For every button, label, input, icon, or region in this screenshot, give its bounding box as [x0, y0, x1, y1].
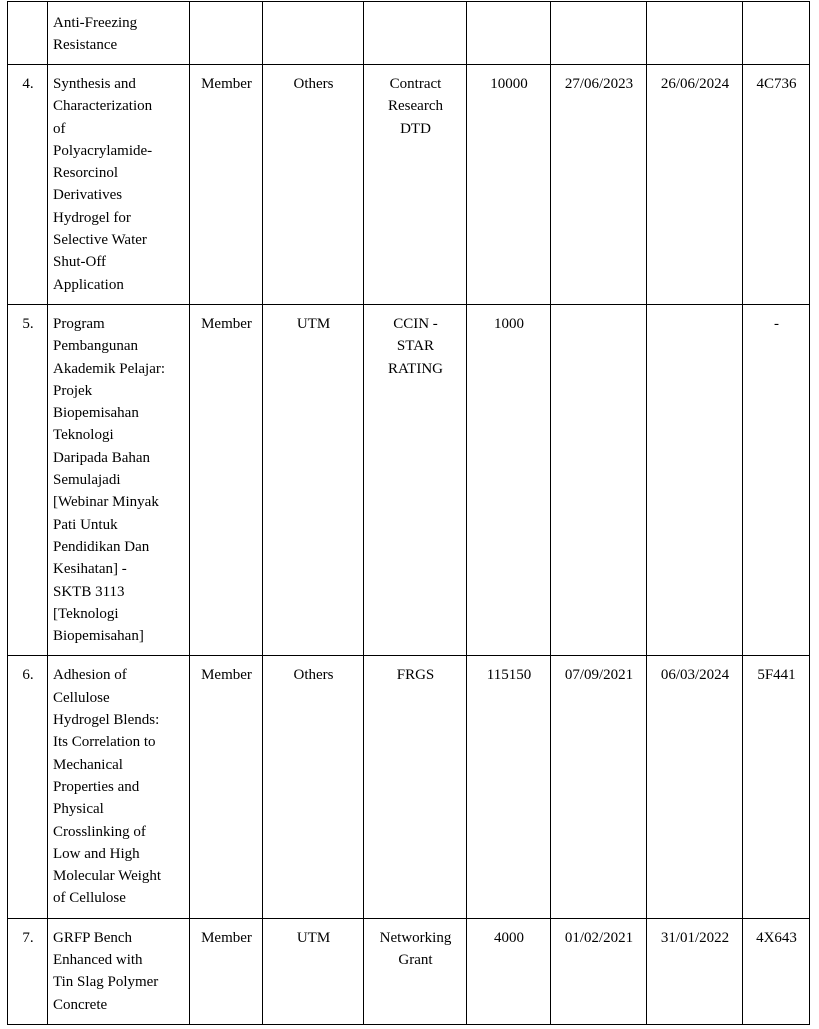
row-number-cell — [8, 2, 48, 65]
end-date-cell — [647, 2, 743, 65]
sponsor-cell: UTM — [263, 918, 364, 1024]
project-code-cell: 5F441 — [743, 656, 810, 918]
start-date-cell — [551, 304, 647, 655]
sponsor-cell: UTM — [263, 304, 364, 655]
grant-type-cell: FRGS — [364, 656, 467, 918]
project-title-cell: GRFP Bench Enhanced with Tin Slag Polymer Concrete — [48, 918, 190, 1024]
project-code-cell — [743, 2, 810, 65]
role-cell: Member — [190, 656, 263, 918]
row-number-cell: 7. — [8, 918, 48, 1024]
amount-cell — [467, 2, 551, 65]
amount-cell: 4000 — [467, 918, 551, 1024]
project-title-cell: Program Pembangunan Akademik Pelajar: Projek Biopemisahan Teknologi Daripada Bahan Semulajadi [Webinar Minyak Pati Untuk Pendidikan Dan Kesihatan] - SKTB 3113 [Teknologi Biopemisahan] — [48, 304, 190, 655]
table-row — [8, 656, 810, 918]
table-row — [8, 2, 810, 65]
start-date-cell: 07/09/2021 — [551, 656, 647, 918]
project-code-cell: 4X643 — [743, 918, 810, 1024]
role-cell: Member — [190, 304, 263, 655]
start-date-cell: 27/06/2023 — [551, 65, 647, 305]
end-date-cell — [647, 304, 743, 655]
row-number-cell: 6. — [8, 656, 48, 918]
grant-type-cell — [364, 2, 467, 65]
amount-cell: 115150 — [467, 656, 551, 918]
grant-type-cell: CCIN - STAR RATING — [364, 304, 467, 655]
sponsor-cell: Others — [263, 656, 364, 918]
role-cell — [190, 2, 263, 65]
end-date-cell: 26/06/2024 — [647, 65, 743, 305]
sponsor-cell — [263, 2, 364, 65]
grant-type-cell: Networking Grant — [364, 918, 467, 1024]
role-cell: Member — [190, 65, 263, 305]
project-title-cell: Adhesion of Cellulose Hydrogel Blends: Its Correlation to Mechanical Properties and Physical Crosslinking of Low and High Molecular Weight of Cellulose — [48, 656, 190, 918]
start-date-cell: 01/02/2021 — [551, 918, 647, 1024]
row-number-cell: 5. — [8, 304, 48, 655]
project-title-cell: Anti-Freezing Resistance — [48, 2, 190, 65]
table-row — [8, 918, 810, 1024]
amount-cell: 1000 — [467, 304, 551, 655]
sponsor-cell: Others — [263, 65, 364, 305]
project-code-cell: - — [743, 304, 810, 655]
project-title-cell: Synthesis and Characterization of Polyacrylamide- Resorcinol Derivatives Hydrogel for Selective Water Shut-Off Application — [48, 65, 190, 305]
row-number-cell: 4. — [8, 65, 48, 305]
end-date-cell: 06/03/2024 — [647, 656, 743, 918]
table-row — [8, 304, 810, 655]
grant-type-cell: Contract Research DTD — [364, 65, 467, 305]
amount-cell: 10000 — [467, 65, 551, 305]
grants-table — [7, 1, 810, 1025]
role-cell: Member — [190, 918, 263, 1024]
table-row — [8, 65, 810, 305]
end-date-cell: 31/01/2022 — [647, 918, 743, 1024]
project-code-cell: 4C736 — [743, 65, 810, 305]
start-date-cell — [551, 2, 647, 65]
